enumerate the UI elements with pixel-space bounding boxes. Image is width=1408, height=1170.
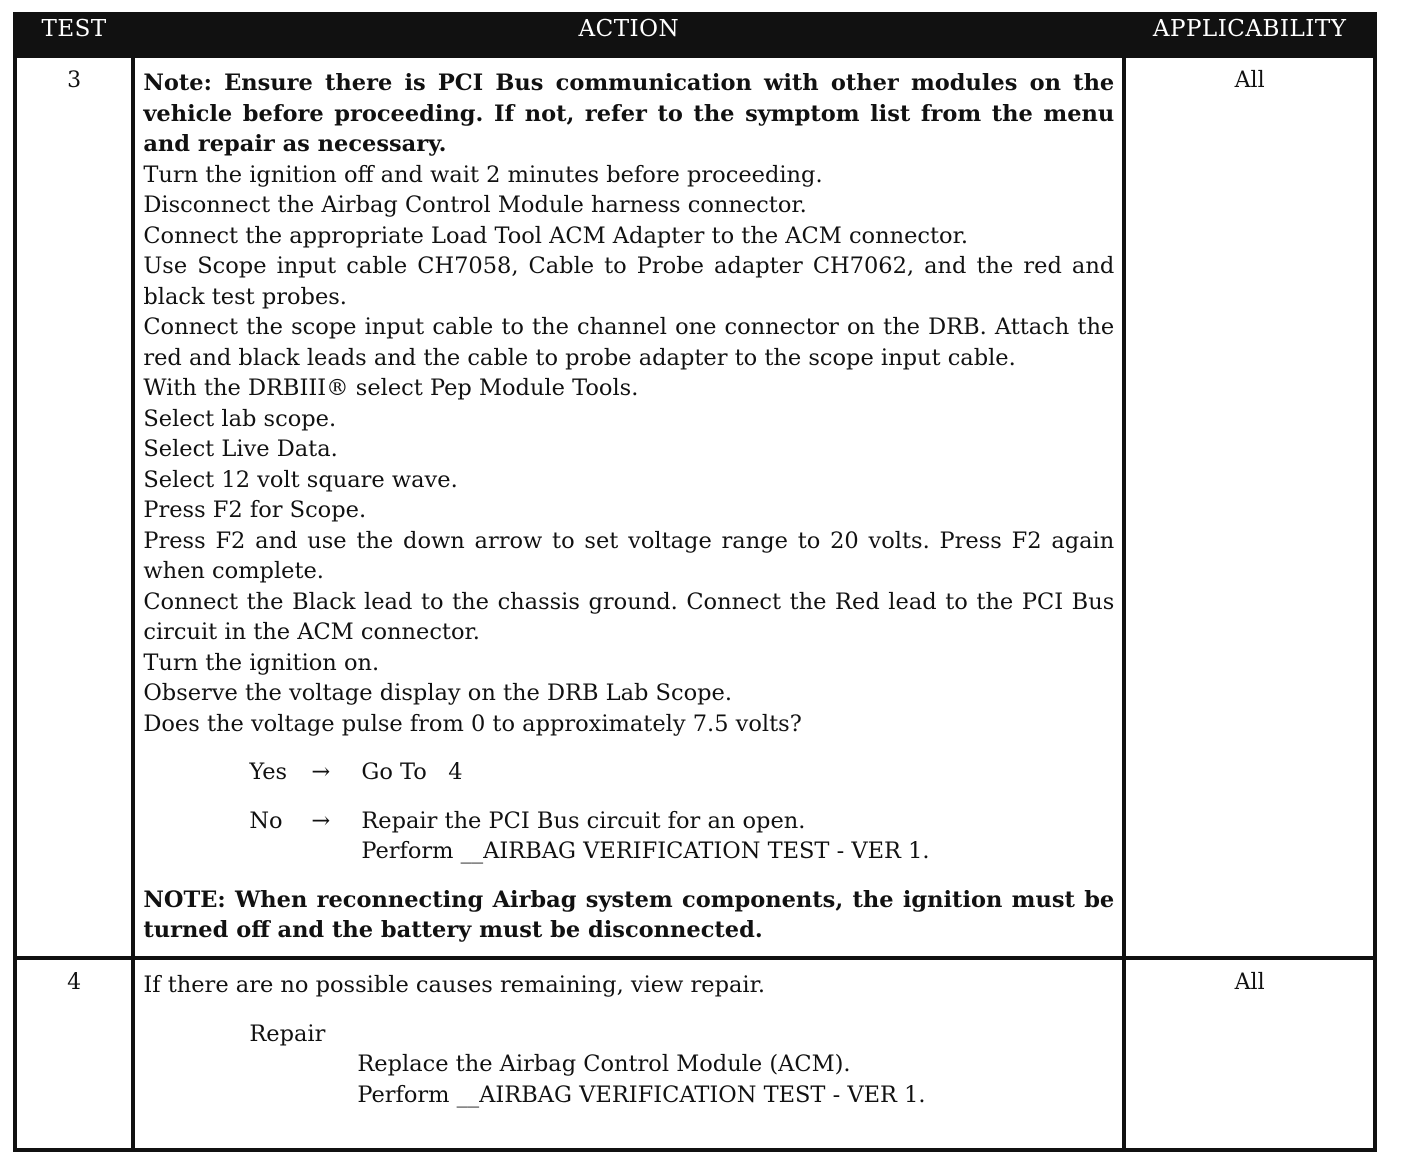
pci-note: Note: Ensure there is PCI Bus communication with other modules on the vehicle before proceeding. If not, refer to the symptom list from the menu and repair as necessary. <box>143 70 1115 157</box>
table-header-row <box>15 14 1375 56</box>
table-row <box>15 56 1375 958</box>
instruction-line: Press F2 and use the down arrow to set voltage range to 20 volts. Press F2 again when complete. <box>143 527 1115 584</box>
diagnostic-procedure-table <box>13 12 1377 1152</box>
repair-body <box>357 1049 1114 1110</box>
instruction-line: Connect the Black lead to the chassis ground. Connect the Red lead to the PCI Bus circuit in the ACM connector. <box>143 588 1115 645</box>
no-action <box>361 806 1114 867</box>
header-action: ACTION <box>133 14 1124 56</box>
instruction-line: Connect the scope input cable to the channel one connector on the DRB. Attach the red and black leads and the cable to probe adapter to the scope input cable. <box>143 314 1115 371</box>
yes-branch <box>249 757 1114 788</box>
instruction-line: Disconnect the Airbag Control Module harness connector. <box>143 192 807 218</box>
no-branch <box>249 806 1114 867</box>
instruction-line: Select Live Data. <box>143 436 338 462</box>
repair-line: Replace the Airbag Control Module (ACM). <box>357 1051 851 1077</box>
test-number: 4 <box>15 958 133 1150</box>
reconnect-note: NOTE: When reconnecting Airbag system components, the ignition must be turned off and the battery must be disconnected. <box>143 886 1115 943</box>
instruction-line: Connect the appropriate Load Tool ACM Adapter to the ACM connector. <box>143 222 969 249</box>
repair-label: Repair <box>249 1020 326 1047</box>
instruction-line: Observe the voltage display on the DRB Lab Scope. <box>143 680 732 706</box>
yes-action: Go To 4 <box>361 759 463 785</box>
verification-link[interactable]: Perform __AIRBAG VERIFICATION TEST - VER 1. <box>357 1081 926 1108</box>
instruction-line: Select lab scope. <box>143 405 337 432</box>
table-row <box>15 958 1375 1150</box>
instruction-line: Turn the ignition on. <box>143 649 380 676</box>
instruction-line: Select 12 volt square wave. <box>143 466 458 493</box>
right-arrow-icon: → <box>311 759 331 785</box>
no-action-line: Repair the PCI Bus circuit for an open. <box>361 807 806 834</box>
action-cell <box>133 56 1124 958</box>
yes-label: Yes <box>249 759 288 785</box>
test-number: 3 <box>15 56 133 958</box>
header-applicability: APPLICABILITY <box>1124 14 1375 56</box>
instruction-line: Press F2 for Scope. <box>143 497 367 523</box>
applicability: All <box>1124 56 1375 958</box>
right-arrow-icon: → <box>311 807 331 834</box>
action-cell <box>133 958 1124 1150</box>
header-test: TEST <box>15 14 133 56</box>
repair-intro: If there are no possible causes remaining, view repair. <box>143 972 766 998</box>
instruction-list <box>143 160 1114 740</box>
instruction-line: Turn the ignition off and wait 2 minutes before proceeding. <box>143 161 823 188</box>
applicability: All <box>1124 958 1375 1150</box>
instruction-line: With the DRBIII® select Pep Module Tools. <box>143 375 639 401</box>
question-line: Does the voltage pulse from 0 to approximately 7.5 volts? <box>143 710 802 737</box>
no-label: No <box>249 807 283 834</box>
verification-link[interactable]: Perform __AIRBAG VERIFICATION TEST - VER 1. <box>361 838 930 864</box>
instruction-line: Use Scope input cable CH7058, Cable to Probe adapter CH7062, and the red and black test probes. <box>143 253 1115 310</box>
